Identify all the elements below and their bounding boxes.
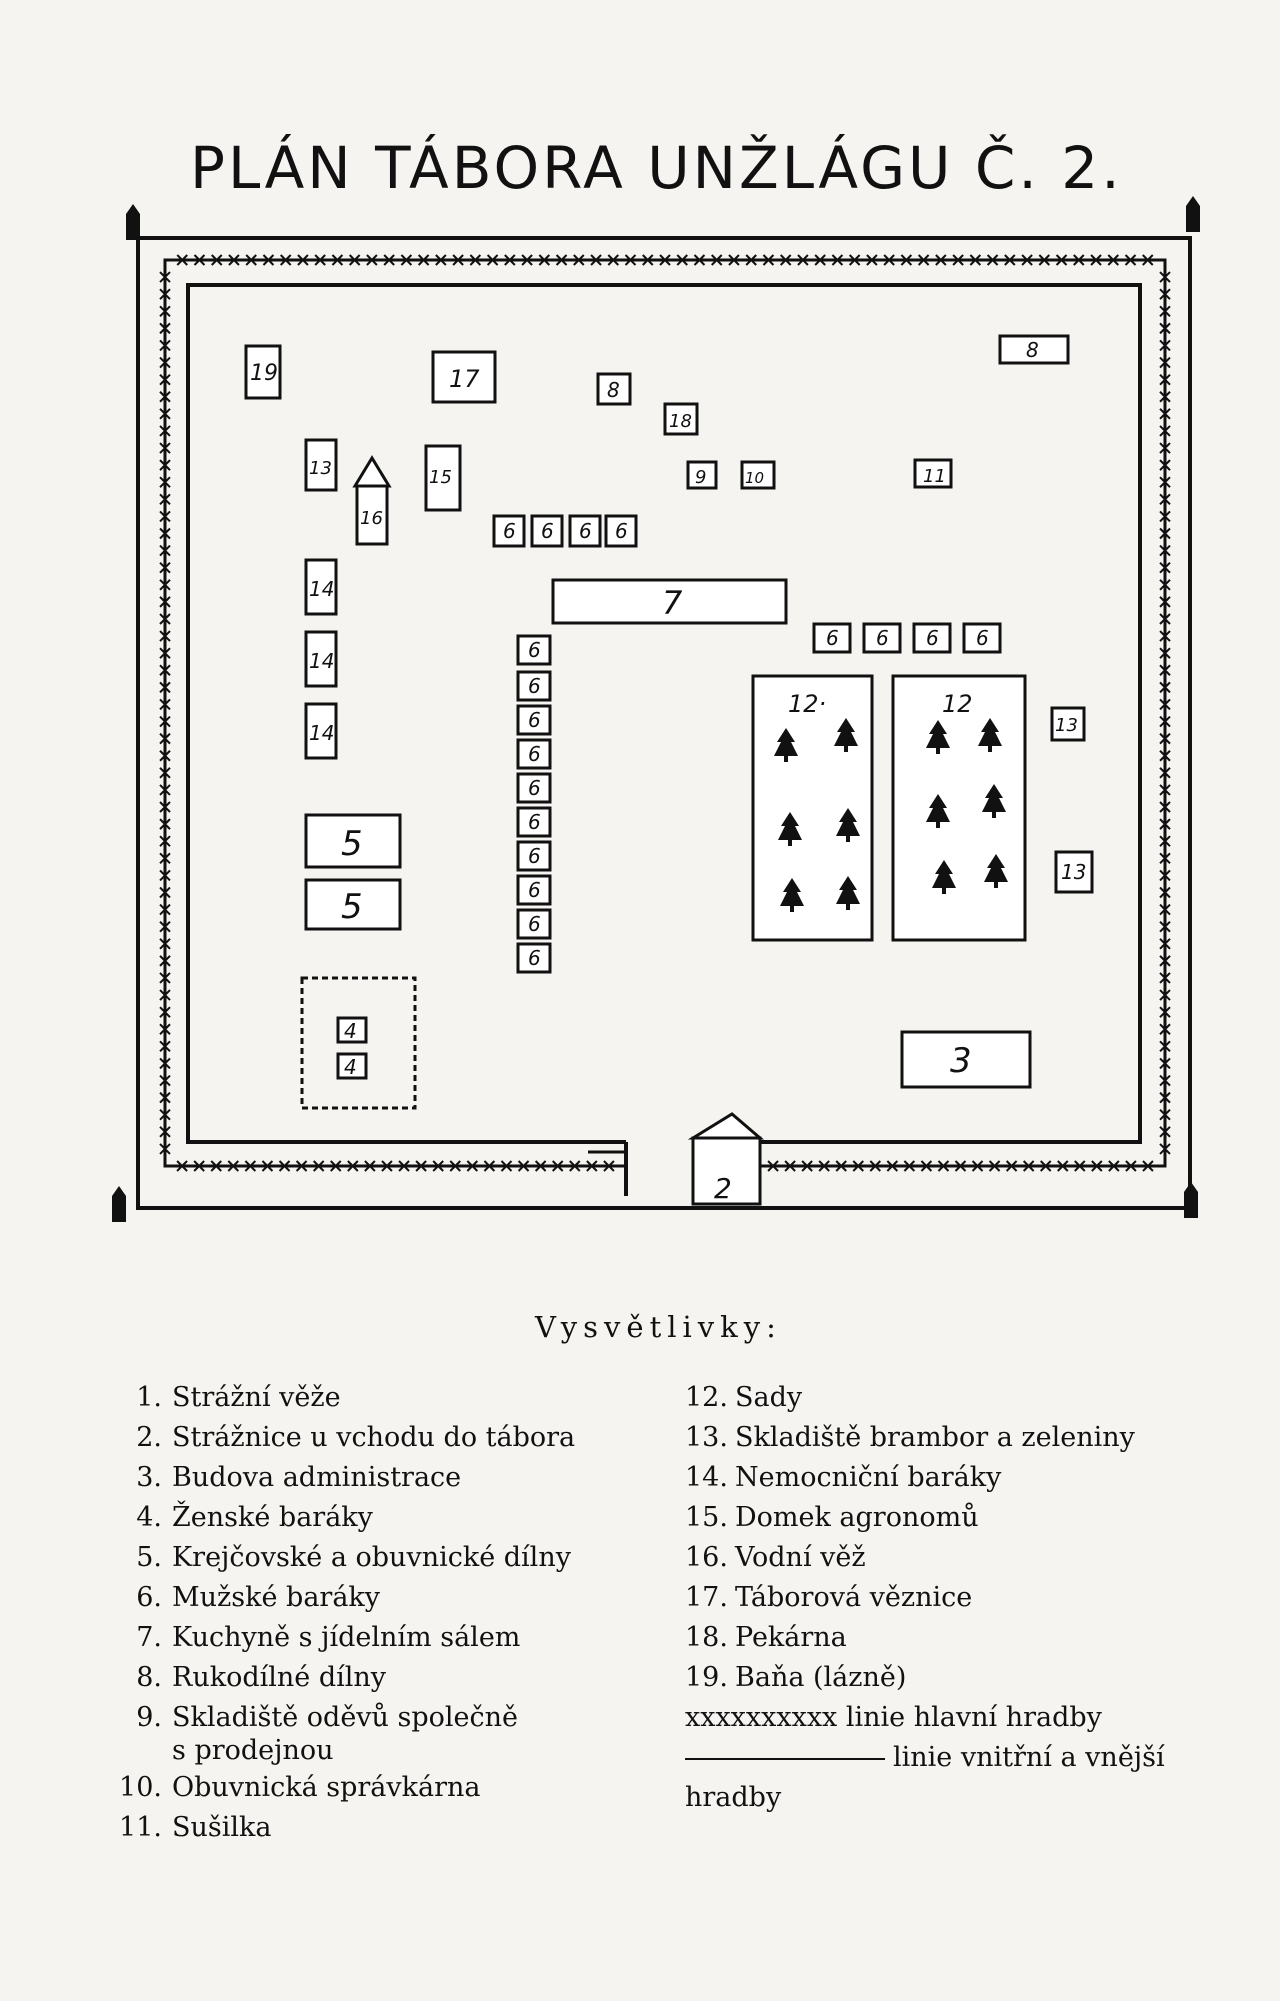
mens-barrack-label: 6 [926, 626, 939, 651]
womens-barracks-label: 4 [344, 1055, 357, 1079]
mens-barracks-row-right [814, 624, 1000, 652]
map-title: PLÁN TÁBORA UNŽLÁGU Č. 2. [190, 134, 1123, 202]
legend-number: 18. [685, 1622, 728, 1653]
mens-barrack-label: 6 [541, 519, 554, 544]
kitchen-label: 7 [662, 584, 683, 622]
prison-label: 17 [449, 365, 480, 393]
legend-number: 11. [119, 1812, 162, 1843]
legend-item [110, 1618, 670, 1658]
mens-barrack-label: 6 [528, 810, 541, 835]
legend-text: Baňa (lázně) [735, 1662, 907, 1693]
legend-text: Budova administrace [172, 1462, 462, 1493]
orchard-label: 12 [942, 690, 973, 718]
legend-item [685, 1658, 1225, 1698]
legend-number: 9. [136, 1702, 162, 1733]
legend-item [685, 1378, 1225, 1418]
legend-text: Kuchyně s jídelním sálem [172, 1622, 521, 1653]
mens-barrack-label: 6 [528, 638, 541, 663]
legend-text: Skladiště oděvů společně [172, 1702, 519, 1733]
water-tower [355, 458, 389, 544]
mens-barrack-label: 6 [528, 708, 541, 733]
legend-number: 14. [685, 1462, 728, 1493]
legend-text: Nemocniční baráky [735, 1462, 1002, 1493]
legend-right-column [685, 1378, 1225, 1818]
legend-key-walls-text: linie vnitřní a vnější [893, 1742, 1165, 1773]
mens-barrack-label: 6 [528, 674, 541, 699]
legend-text: Skladiště brambor a zeleniny [735, 1422, 1135, 1453]
legend-number: 15. [685, 1502, 728, 1533]
legend-text: Obuvnická správkárna [172, 1772, 481, 1803]
mens-barrack-label: 6 [528, 776, 541, 801]
legend-text: Pekárna [735, 1622, 847, 1653]
clothing-store-label: 9 [695, 467, 707, 488]
legend-item [110, 1698, 670, 1738]
legend-number: 10. [119, 1772, 162, 1803]
legend-text: Mužské baráky [172, 1582, 381, 1613]
mens-barrack-label: 6 [826, 626, 839, 651]
outer-wall [138, 238, 1190, 1208]
vegetable-store-label: 13 [1061, 860, 1087, 884]
legend-item [685, 1538, 1225, 1578]
legend-item [110, 1418, 670, 1458]
legend-item [110, 1658, 670, 1698]
legend-number: 16. [685, 1542, 728, 1573]
mens-barrack-label: 6 [528, 946, 541, 971]
legend-number: 4. [136, 1502, 162, 1533]
legend-text: Domek agronomů [735, 1502, 979, 1533]
legend-item [685, 1418, 1225, 1458]
mens-barracks-row-top [494, 516, 636, 546]
legend-number: 19. [685, 1662, 728, 1693]
mens-barrack-label: 6 [528, 878, 541, 903]
watchtower-icon [112, 1186, 126, 1222]
legend-text: Ženské baráky [172, 1502, 373, 1533]
bath-label: 19 [250, 361, 278, 386]
hospital-barrack-label: 14 [309, 577, 335, 601]
watchtower-icon [1184, 1182, 1198, 1218]
vegetable-store-label: 13 [1055, 715, 1078, 736]
legend-number: 1. [136, 1382, 162, 1413]
legend-key-main-wall: xxxxxxxxxx linie hlavní hradby [685, 1702, 1102, 1733]
mens-barrack-label: 6 [528, 912, 541, 937]
workshop-label: 5 [341, 824, 363, 864]
legend-text: Vodní věž [735, 1542, 866, 1573]
legend-heading: Vysvětlivky: [535, 1310, 782, 1344]
legend-text: Rukodílné dílny [172, 1662, 387, 1693]
legend-key-walls [685, 1738, 1225, 1778]
legend-number: 3. [136, 1462, 162, 1493]
legend-item [110, 1578, 670, 1618]
orchard-label: 12· [788, 690, 827, 718]
legend-text: Strážnice u vchodu do tábora [172, 1422, 576, 1453]
legend-number: 17. [685, 1582, 728, 1613]
legend-text: Sušilka [172, 1812, 272, 1843]
mens-barrack-label: 6 [876, 626, 889, 651]
mens-barracks-column [518, 636, 550, 972]
mens-barrack-label: 6 [503, 519, 516, 544]
water-tower-label: 16 [360, 508, 383, 529]
guardhouse [693, 1114, 760, 1205]
womens-barracks-label: 4 [344, 1019, 357, 1043]
legend-item [110, 1808, 670, 1848]
legend-item [685, 1498, 1225, 1538]
legend-left-column [110, 1378, 670, 1848]
shoe-repair-label: 10 [745, 469, 765, 487]
workshop-label: 5 [341, 887, 363, 927]
legend-text: Sady [735, 1382, 803, 1413]
dryer-label: 11 [923, 466, 946, 487]
agronomist-house-label: 15 [429, 467, 452, 488]
bakery-label: 18 [669, 411, 692, 432]
hospital-barrack-label: 14 [309, 721, 335, 745]
legend-number: 7. [136, 1622, 162, 1653]
legend-number: 8. [136, 1662, 162, 1693]
legend-text-continuation: s prodejnou [172, 1735, 334, 1766]
guardhouse-label: 2 [714, 1172, 732, 1205]
legend-item [110, 1498, 670, 1538]
watchtower-icon [126, 204, 140, 240]
legend-line-sample [685, 1758, 885, 1760]
legend-item [685, 1458, 1225, 1498]
mens-barrack-label: 6 [528, 844, 541, 869]
legend-item [110, 1458, 670, 1498]
legend-item [110, 1768, 670, 1808]
legend-text: Krejčovské a obuvnické dílny [172, 1542, 571, 1573]
crafts-workshop-label: 8 [607, 378, 620, 402]
legend-number: 2. [136, 1422, 162, 1453]
watchtower-icon [1186, 196, 1200, 232]
legend-number: 13. [685, 1422, 728, 1453]
mens-barrack-label: 6 [615, 519, 628, 544]
legend-number: 5. [136, 1542, 162, 1573]
legend-item [110, 1378, 670, 1418]
crafts-workshop-label: 8 [1026, 338, 1039, 362]
legend-number: 12. [685, 1382, 728, 1413]
mens-barrack-label: 6 [976, 626, 989, 651]
womens-barracks-enclosure [302, 978, 415, 1108]
hospital-barrack-label: 14 [309, 649, 335, 673]
legend-number: 6. [136, 1582, 162, 1613]
legend-text: Táborová věznice [735, 1582, 973, 1613]
legend-key-walls-continuation: hradby [685, 1782, 782, 1813]
administration-label: 3 [950, 1041, 972, 1081]
legend-item [110, 1538, 670, 1578]
legend-item [685, 1578, 1225, 1618]
mens-barrack-label: 6 [528, 742, 541, 767]
legend-item [685, 1618, 1225, 1658]
hospital-barrack-label: 13 [309, 458, 332, 479]
mens-barrack-label: 6 [579, 519, 592, 544]
legend-text: Strážní věže [172, 1382, 341, 1413]
